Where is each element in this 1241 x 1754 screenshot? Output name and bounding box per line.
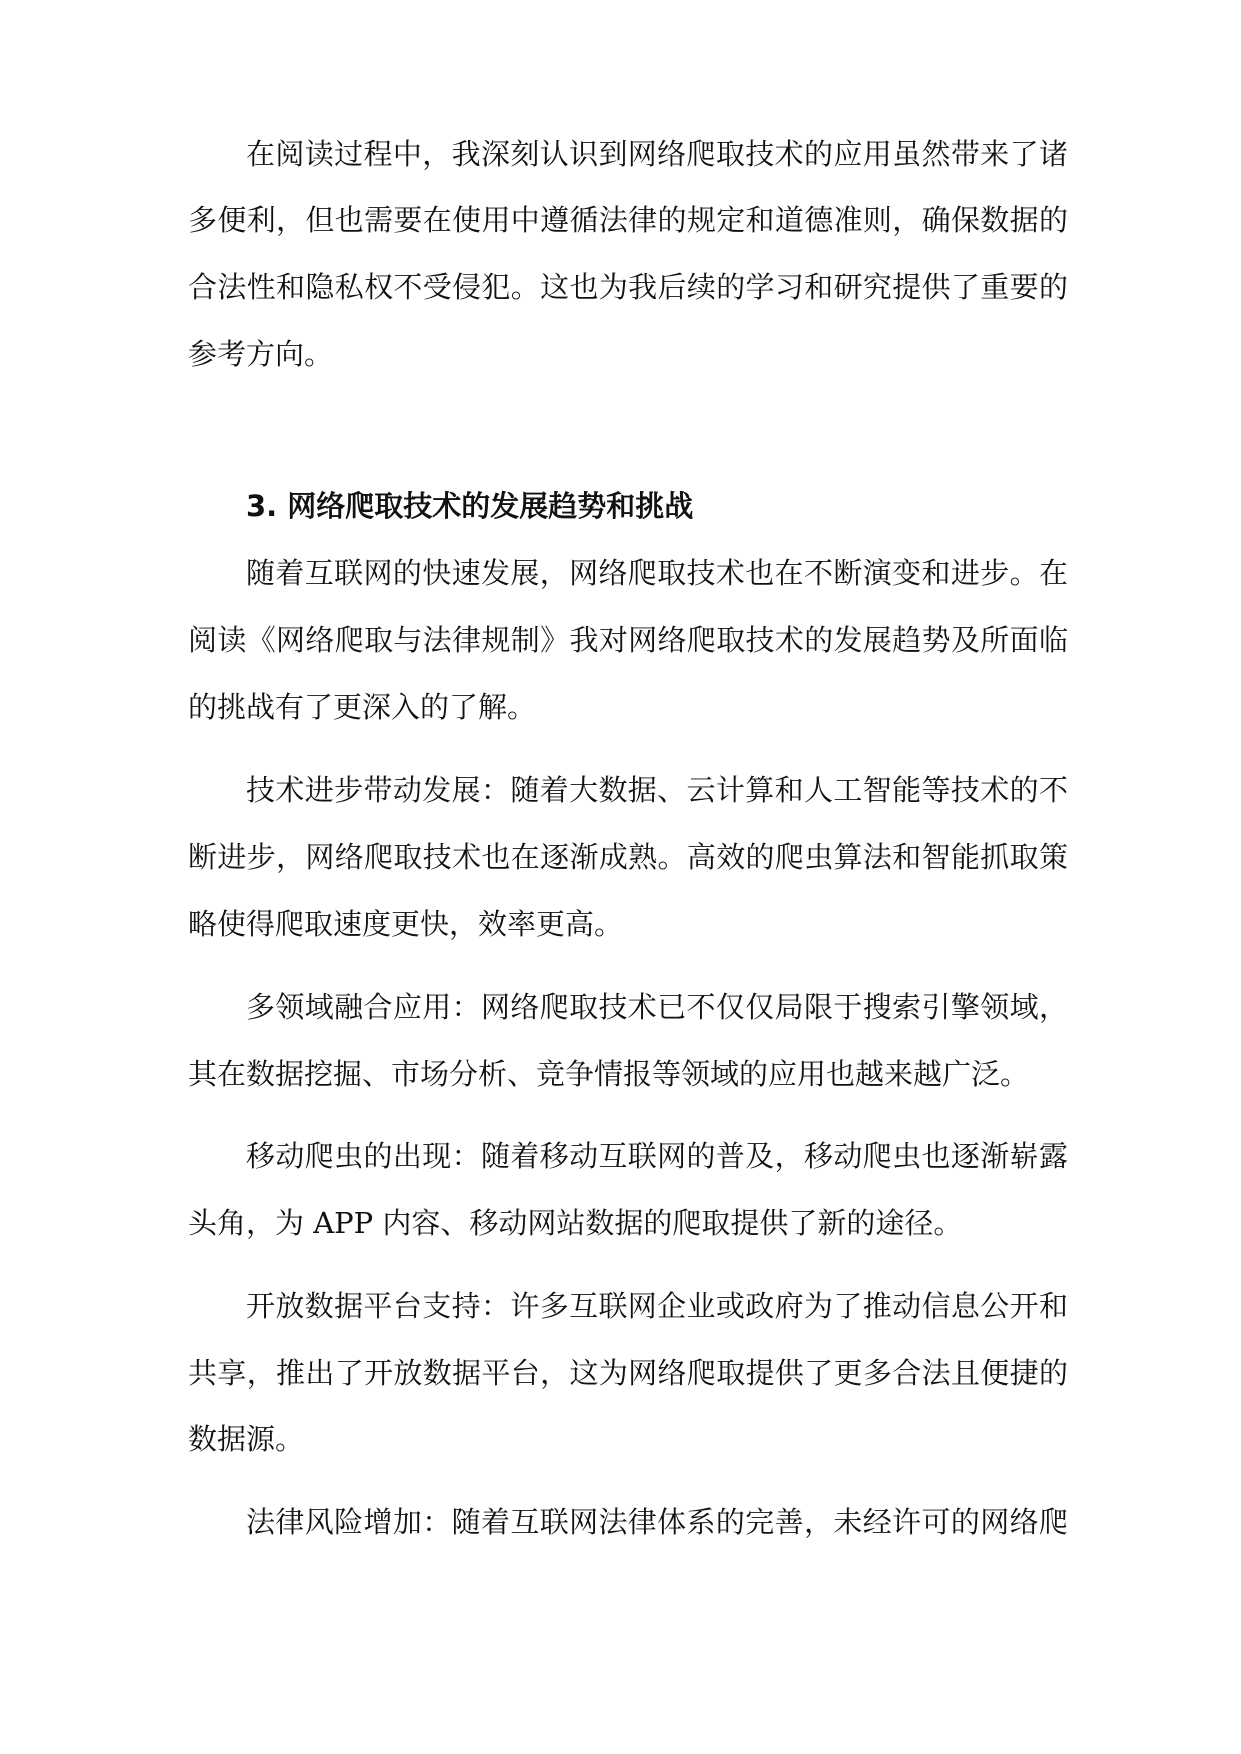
paragraph-5-line-1: 移动爬虫的出现：随着移动互联网的普及，移动爬虫也逐渐崭露	[246, 1139, 1068, 1173]
paragraph-6-line-2: 共享，推出了开放数据平台，这为网络爬取提供了更多合法且便捷的	[188, 1356, 1068, 1390]
paragraph-4-line-2: 其在数据挖掘、市场分析、竞争情报等领域的应用也越来越广泛。	[188, 1057, 1030, 1091]
paragraph-6-line-3: 数据源。	[188, 1422, 305, 1456]
paragraph-2-line-2: 阅读《网络爬取与法律规制》我对网络爬取技术的发展趋势及所面临	[188, 623, 1068, 657]
paragraph-7-line-1: 法律风险增加：随着互联网法律体系的完善，未经许可的网络爬	[246, 1505, 1068, 1539]
paragraph-5-line-2: 头角，为 APP 内容、移动网站数据的爬取提供了新的途径。	[188, 1206, 963, 1240]
paragraph-1-line-1: 在阅读过程中，我深刻认识到网络爬取技术的应用虽然带来了诸	[246, 137, 1068, 171]
paragraph-6-line-1: 开放数据平台支持：许多互联网企业或政府为了推动信息公开和	[246, 1289, 1068, 1323]
paragraph-4-line-1: 多领域融合应用：网络爬取技术已不仅仅局限于搜索引擎领域，	[246, 990, 1068, 1024]
paragraph-1-line-3: 合法性和隐私权不受侵犯。这也为我后续的学习和研究提供了重要的	[188, 270, 1068, 304]
paragraph-2-line-3: 的挑战有了更深入的了解。	[188, 690, 537, 724]
paragraph-1-line-4: 参考方向。	[188, 337, 334, 371]
paragraph-2-line-1: 随着互联网的快速发展，网络爬取技术也在不断演变和进步。在	[246, 556, 1068, 590]
paragraph-3-line-2: 断进步，网络爬取技术也在逐渐成熟。高效的爬虫算法和智能抓取策	[188, 840, 1068, 874]
section-heading: 3. 网络爬取技术的发展趋势和挑战	[246, 489, 694, 523]
paragraph-3-line-1: 技术进步带动发展：随着大数据、云计算和人工智能等技术的不	[246, 773, 1068, 807]
paragraph-3-line-3: 略使得爬取速度更快，效率更高。	[188, 907, 624, 941]
paragraph-1-line-2: 多便利，但也需要在使用中遵循法律的规定和道德准则，确保数据的	[188, 203, 1068, 237]
